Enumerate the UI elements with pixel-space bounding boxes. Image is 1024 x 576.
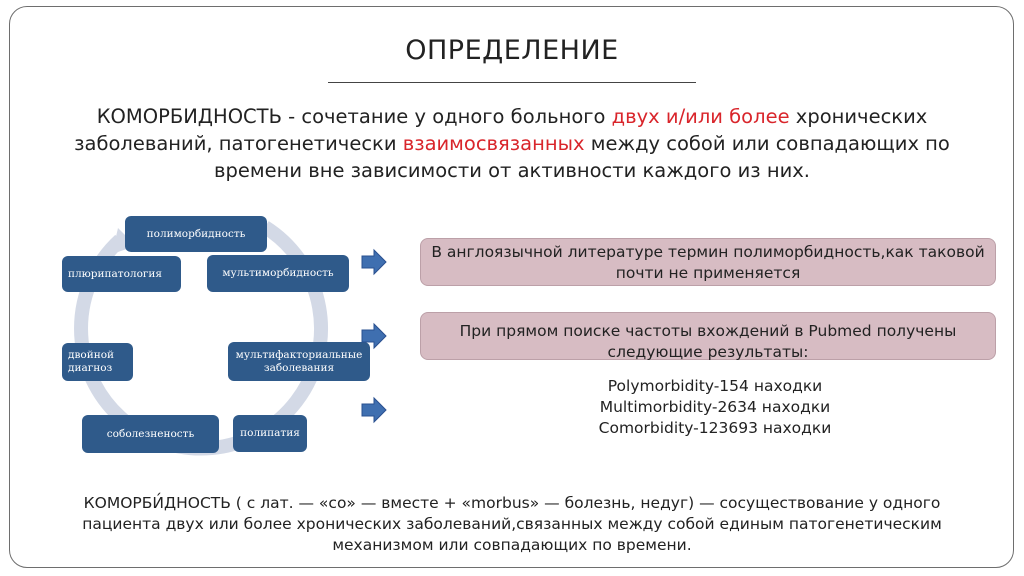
cycle-item-sobolez: соболезненость: [82, 415, 219, 453]
result-polymorbidity: Polymorbidity-154 находки: [607, 377, 823, 395]
definition-highlight-2: взаимосвязанных: [402, 132, 585, 155]
slide-title: ОПРЕДЕЛЕНИЕ: [405, 35, 619, 66]
info-box-english-literature: В англоязычной литературе термин полиморбидность,как таковой почти не применяется: [420, 238, 996, 286]
definition-highlight-1: двух и/или более: [611, 105, 790, 128]
result-comorbidity: Comorbidity-123693 находки: [598, 419, 832, 437]
definition-part-3: между собой или совпадающих по времени вне зависимости от активности каждого из них.: [214, 132, 950, 182]
definition-part-1: КОМОРБИДНОСТЬ - сочетание у одного больного: [96, 105, 612, 128]
arrow-right-icon: [360, 396, 388, 424]
cycle-item-polymorbidity: полиморбидность: [125, 216, 267, 252]
pubmed-results: [570, 376, 860, 439]
cycle-item-multimorbidity: мультиморбидность: [207, 255, 349, 292]
cycle-item-double-diagnosis: двойной диагноз: [62, 343, 133, 381]
arrow-right-icon: [360, 322, 388, 350]
arrow-right-icon: [360, 248, 388, 276]
result-multimorbidity: Multimorbidity-2634 находки: [599, 398, 831, 416]
definition-part-2: хронических заболеваний, патогенетически: [74, 105, 928, 155]
cycle-item-multifactorial: мультифакториальные заболевания: [228, 342, 370, 381]
cycle-item-polypathy: полипатия: [233, 415, 307, 452]
etymology-text: КОМОРБИ́ДНОСТЬ ( с лат. — «со» — вместе + «morbus» — болезнь, недуг) — сосуществование у одного пациента двух или более хронических заболеваний,связанных между собой единым патогенетическим механизмом или совпадающих по времени.: [82, 494, 942, 554]
info-box-pubmed: При прямом поиске частоты вхождений в Pubmed получены следующие результаты:: [420, 312, 996, 360]
cycle-item-pluripathology: плюрипатология: [62, 256, 181, 292]
